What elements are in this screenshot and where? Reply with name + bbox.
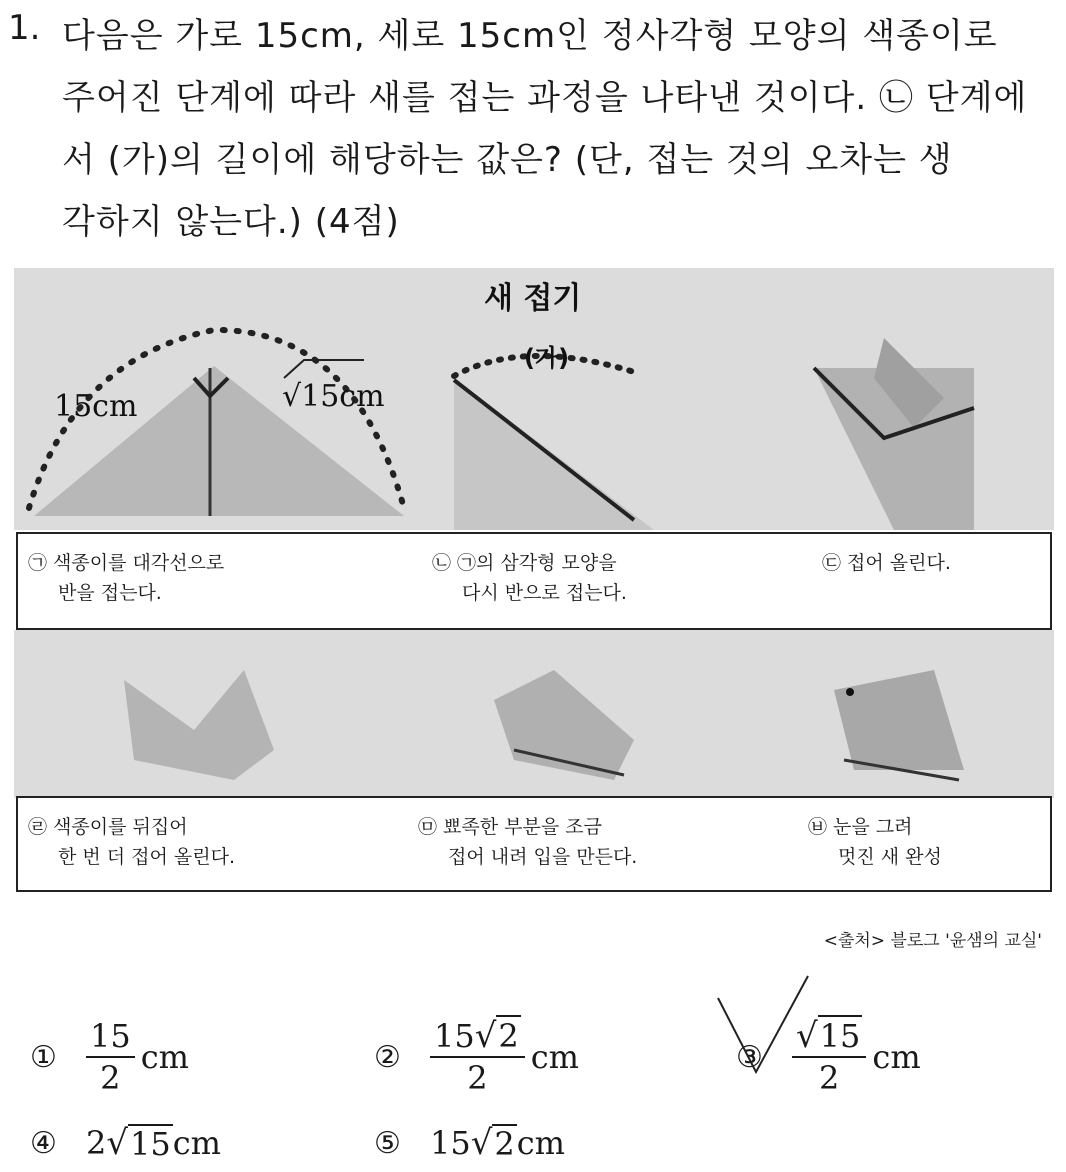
choice-2-fraction: $\frac{15√2}{2}$ — [430, 1016, 525, 1098]
photo-strip-bottom — [14, 630, 1054, 798]
choice-1-marker: ① — [30, 1039, 57, 1075]
question-line-1: 다음은 가로 15cm, 세로 15cm인 정사각형 모양의 색종이로 — [62, 16, 998, 56]
step-4-caption: ㉣ 색종이를 뒤집어 한 번 더 접어 올린다. — [28, 816, 236, 868]
choice-4-value: 2 √ 15 — [86, 1123, 171, 1163]
choice-4[interactable]: ④ 2 √ 15 cm — [30, 1123, 222, 1163]
question-line-4: 각하지 않는다.) (4점) — [62, 202, 400, 242]
label-sqrt15cm: √15cm — [282, 379, 385, 414]
question-number: 1. — [8, 8, 41, 48]
choice-4-marker: ④ — [30, 1125, 57, 1161]
caption-box-top — [16, 532, 1052, 630]
choice-3[interactable]: ③ $\frac{√15}{2}$ cm — [736, 1016, 921, 1097]
choice-5[interactable]: ⑤ 15 √ 2 cm — [374, 1123, 566, 1163]
choice-5-value: 15 √ 2 — [430, 1123, 515, 1163]
choice-3-marker: ③ — [736, 1039, 763, 1075]
question-line-2: 주어진 단계에 따라 새를 접는 과정을 나타낸 것이다. ㉡ 단계에 — [62, 78, 1028, 118]
figure-title: 새 접기 — [484, 281, 582, 316]
folding-photos-top — [14, 268, 1054, 530]
choice-2[interactable]: ② $\frac{15√2}{2}$ cm — [374, 1016, 580, 1097]
step-3-caption: ㉢ 접어 올린다. — [822, 552, 951, 574]
step-1-caption: ㉠ 색종이를 대각선으로 반을 접는다. — [28, 552, 225, 604]
bird-eye — [846, 688, 854, 696]
step-6-caption: ㉥ 눈을 그려 멋진 새 완성 — [808, 816, 942, 868]
label-15cm: 15cm — [54, 389, 138, 424]
folding-photos-bottom — [14, 630, 1054, 798]
bird-step-5 — [494, 670, 634, 780]
photo-strip-top — [14, 268, 1054, 530]
choice-2-marker: ② — [374, 1039, 401, 1075]
step-5-caption: ㉤ 뾰족한 부분을 조금 접어 내려 입을 만든다. — [418, 816, 638, 868]
choice-5-marker: ⑤ — [374, 1125, 401, 1161]
bird-step-6 — [834, 670, 964, 770]
choice-1[interactable]: ① $\frac{15}{2}$ cm — [30, 1017, 189, 1097]
choice-3-fraction: $\frac{√15}{2}$ — [792, 1016, 866, 1098]
source-credit: <출처> 블로그 '윤샘의 교실' — [823, 931, 1042, 951]
checkmark-icon — [712, 972, 822, 1082]
bird-step-4 — [124, 670, 274, 780]
question-line-3: 서 (가)의 길이에 해당하는 값은? (단, 접는 것의 오차는 생 — [62, 140, 953, 180]
label-ga: (가) — [524, 344, 570, 372]
caption-box-bottom — [16, 796, 1052, 892]
step-2-caption: ㉡ ㉠의 삼각형 모양을 다시 반으로 접는다. — [432, 552, 627, 604]
choice-1-fraction: $\frac{15}{2}$ — [86, 1016, 135, 1098]
